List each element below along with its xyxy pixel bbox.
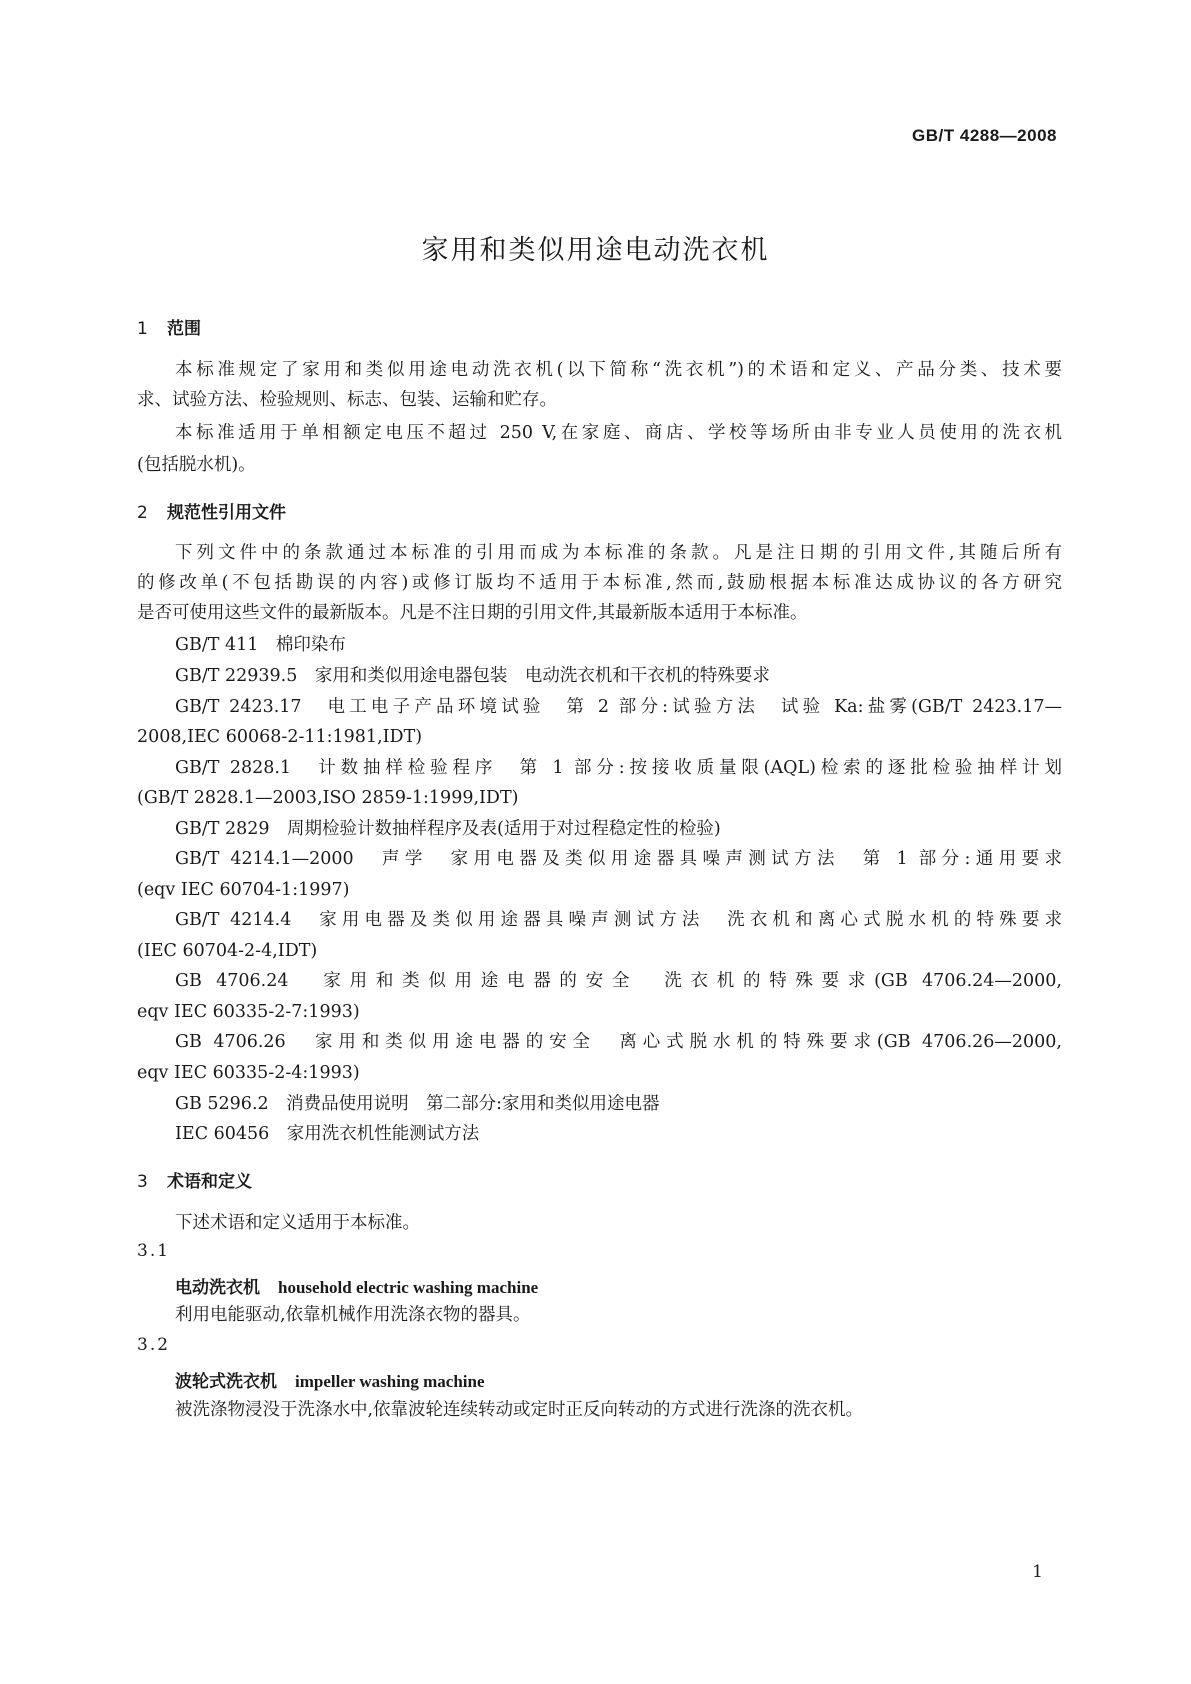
reference-item: GB/T 22939.5 家用和类似用途电器包装 电动洗衣机和干衣机的特殊要求 [175,666,770,686]
reference-item: GB/T 411 棉印染布 [175,635,346,655]
paragraph-line: 下列文件中的条款通过本标准的引用而成为本标准的条款。凡是注日期的引用文件,其随后所有 [175,543,1062,563]
reference-item: GB 5296.2 消费品使用说明 第二部分:家用和类似用途电器 [175,1094,660,1114]
section-title: 规范性引用文件 [167,503,286,523]
standard-code: GB/T 4288—2008 [912,126,1057,145]
paragraph-line: 本标准适用于单相额定电压不超过 250 V,在家庭、商店、学校等场所由非专业人员使用的洗衣机 [175,423,1062,443]
reference-item-continuation: (eqv IEC 60704-1:1997) [137,880,350,900]
document-title: 家用和类似用途电动洗衣机 [421,235,770,266]
reference-item: IEC 60456 家用洗衣机性能测试方法 [175,1124,480,1144]
reference-item: GB 4706.24 家用和类似用途电器的安全 洗衣机的特殊要求(GB 4706.24—2000, [175,971,1062,991]
section-title: 术语和定义 [167,1172,252,1192]
reference-item: GB/T 2828.1 计数抽样检验程序 第 1 部分:按接收质量限(AQL)检索的逐批检验抽样计划 [175,758,1062,778]
term-english: household electric washing machine [278,1278,539,1297]
reference-item: GB/T 4214.4 家用电器及类似用途器具噪声测试方法 洗衣机和离心式脱水机的特殊要求 [175,910,1062,930]
paragraph-line: 下述术语和定义适用于本标准。 [175,1213,420,1233]
term-chinese: 波轮式洗衣机 [175,1372,277,1392]
section-number: 1 [137,319,148,339]
reference-item-continuation: (IEC 60704-2-4,IDT) [137,941,318,961]
reference-item: GB 4706.26 家用和类似用途电器的安全 离心式脱水机的特殊要求(GB 4706.26—2000, [175,1032,1062,1052]
section-heading-terms-definitions [137,1167,252,1192]
reference-item: GB/T 4214.1—2000 声学 家用电器及类似用途器具噪声测试方法 第 1 部分:通用要求 [175,849,1062,869]
term-definition: 被洗涤物浸没于洗涤水中,依靠波轮连续转动或定时正反向转动的方式进行洗涤的洗衣机。 [175,1400,864,1420]
paragraph-line: 是否可使用这些文件的最新版本。凡是不注日期的引用文件,其最新版本适用于本标准。 [137,603,808,623]
reference-item-continuation: (GB/T 2828.1—2003,ISO 2859-1:1999,IDT) [137,788,519,808]
section-title: 范围 [167,319,201,339]
term-number: 3.2 [137,1335,171,1355]
section-number: 2 [137,503,148,523]
page-number: 1 [1032,1562,1043,1582]
term-heading [175,1273,538,1298]
section-heading-normative-references [137,498,286,523]
term-english: impeller washing machine [295,1372,485,1391]
term-number: 3.1 [137,1241,171,1261]
paragraph-line: 的修改单(不包括勘误的内容)或修订版均不适用于本标准,然而,鼓励根据本标准达成协议的各方研究 [137,573,1062,593]
paragraph-line: 本标准规定了家用和类似用途电动洗衣机(以下简称“洗衣机”)的术语和定义、产品分类、技术要 [175,360,1062,380]
term-chinese: 电动洗衣机 [175,1278,260,1298]
paragraph-line: (包括脱水机)。 [137,455,256,475]
section-heading-scope [137,314,201,339]
paragraph-line: 求、试验方法、检验规则、标志、包装、运输和贮存。 [137,390,557,410]
section-number: 3 [137,1172,148,1192]
reference-item: GB/T 2829 周期检验计数抽样程序及表(适用于对过程稳定性的检验) [175,819,721,839]
reference-item: GB/T 2423.17 电工电子产品环境试验 第 2 部分:试验方法 试验 Ka:盐雾(GB/T 2423.17— [175,697,1062,717]
term-definition: 利用电能驱动,依靠机械作用洗涤衣物的器具。 [175,1305,531,1325]
term-heading [175,1367,485,1392]
reference-item-continuation: 2008,IEC 60068-2-11:1981,IDT) [137,727,423,747]
reference-item-continuation: eqv IEC 60335-2-4:1993) [137,1063,360,1083]
reference-item-continuation: eqv IEC 60335-2-7:1993) [137,1002,360,1022]
